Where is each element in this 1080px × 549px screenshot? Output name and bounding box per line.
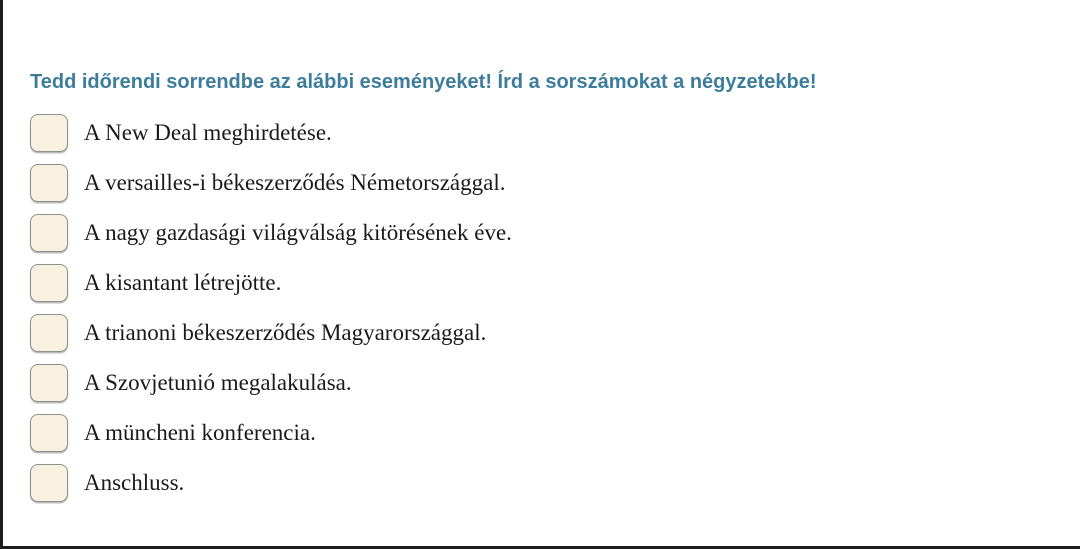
order-number-answer-box[interactable] — [30, 264, 68, 302]
event-list — [30, 108, 1030, 508]
list-item — [30, 158, 1030, 208]
list-item — [30, 358, 1030, 408]
exercise-instruction-heading: Tedd időrendi sorrendbe az alábbi eseményeket! Írd a sorszámokat a négyzetekbe! — [30, 71, 817, 93]
order-number-answer-box[interactable] — [30, 214, 68, 252]
page-left-border-rule — [0, 0, 3, 549]
order-number-answer-box[interactable] — [30, 464, 68, 502]
list-item — [30, 408, 1030, 458]
event-text: A versailles-i békeszerződés Németországgal. — [84, 170, 506, 195]
list-item — [30, 258, 1030, 308]
order-number-answer-box[interactable] — [30, 114, 68, 152]
event-text: A New Deal meghirdetése. — [84, 120, 332, 145]
order-number-answer-box[interactable] — [30, 314, 68, 352]
event-text: A Szovjetunió megalakulása. — [84, 370, 352, 395]
list-item — [30, 108, 1030, 158]
event-text: A nagy gazdasági világválság kitörésének éve. — [84, 220, 512, 245]
list-item — [30, 458, 1030, 508]
order-number-answer-box[interactable] — [30, 364, 68, 402]
list-item — [30, 308, 1030, 358]
event-text: A kisantant létrejötte. — [84, 270, 282, 295]
event-text: A trianoni békeszerződés Magyarországgal. — [84, 320, 487, 345]
list-item — [30, 208, 1030, 258]
event-text: Anschluss. — [84, 470, 185, 495]
event-text: A müncheni konferencia. — [84, 420, 316, 445]
order-number-answer-box[interactable] — [30, 164, 68, 202]
order-number-answer-box[interactable] — [30, 414, 68, 452]
